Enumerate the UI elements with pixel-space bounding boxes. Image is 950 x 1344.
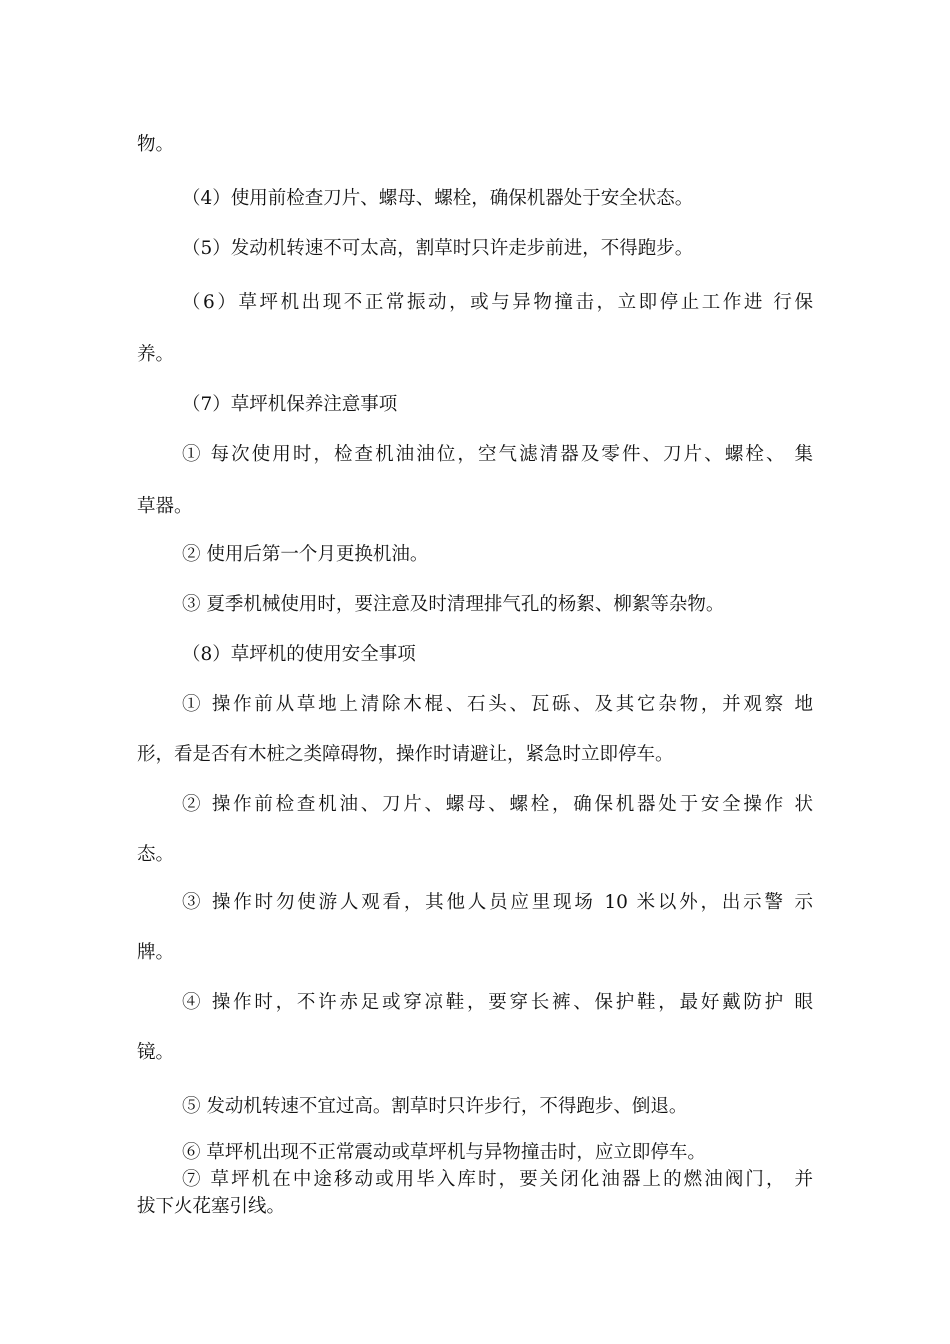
paragraph-line: 物。 — [137, 134, 175, 155]
paragraph-line: 草器。 — [137, 496, 193, 517]
paragraph-line: ⑤ 发动机转速不宜过高。割草时只许步行，不得跑步、倒退。 — [182, 1096, 688, 1117]
paragraph-line: ② 操作前检查机油、刀片、螺母、螺栓，确保机器处于安全操作 状 — [182, 794, 813, 815]
paragraph-line: 形，看是否有木桩之类障碍物，操作时请避让，紧急时立即停车。 — [137, 744, 674, 765]
paragraph-line: ③ 夏季机械使用时，要注意及时清理排气孔的杨絮、柳絮等杂物。 — [182, 594, 725, 615]
paragraph-line: ① 每次使用时，检查机油油位，空气滤清器及零件、刀片、螺栓、 集 — [182, 444, 813, 465]
paragraph-line: 态。 — [137, 844, 175, 865]
paragraph-line: ⑥ 草坪机出现不正常震动或草坪机与异物撞击时，应立即停车。 — [182, 1142, 706, 1163]
section-heading: （8）草坪机的使用安全事项 — [182, 644, 416, 665]
paragraph-line: ⑦ 草坪机在中途移动或用毕入库时，要关闭化油器上的燃油阀门， 并 — [182, 1169, 813, 1190]
paragraph-line: ④ 操作时，不许赤足或穿凉鞋，要穿长裤、保护鞋，最好戴防护 眼 — [182, 992, 813, 1013]
paragraph-line: 牌。 — [137, 942, 175, 963]
paragraph-line: ② 使用后第一个月更换机油。 — [182, 544, 429, 565]
paragraph-line: ① 操作前从草地上清除木棍、石头、瓦砾、及其它杂物，并观察 地 — [182, 694, 813, 715]
paragraph-line: ③ 操作时勿使游人观看，其他人员应里现场 10 米以外，出示警 示 — [182, 892, 813, 913]
paragraph-line: 拔下火花塞引线。 — [137, 1196, 286, 1217]
paragraph-line: 养。 — [137, 344, 175, 365]
paragraph-line: （6）草坪机出现不正常振动，或与异物撞击，立即停止工作进 行保 — [182, 292, 813, 313]
paragraph-line: （4）使用前检查刀片、螺母、螺栓，确保机器处于安全状态。 — [182, 188, 694, 209]
paragraph-line: （5）发动机转速不可太高，割草时只许走步前进，不得跑步。 — [182, 238, 694, 259]
paragraph-line: 镜。 — [137, 1042, 175, 1063]
section-heading: （7）草坪机保养注意事项 — [182, 394, 398, 415]
